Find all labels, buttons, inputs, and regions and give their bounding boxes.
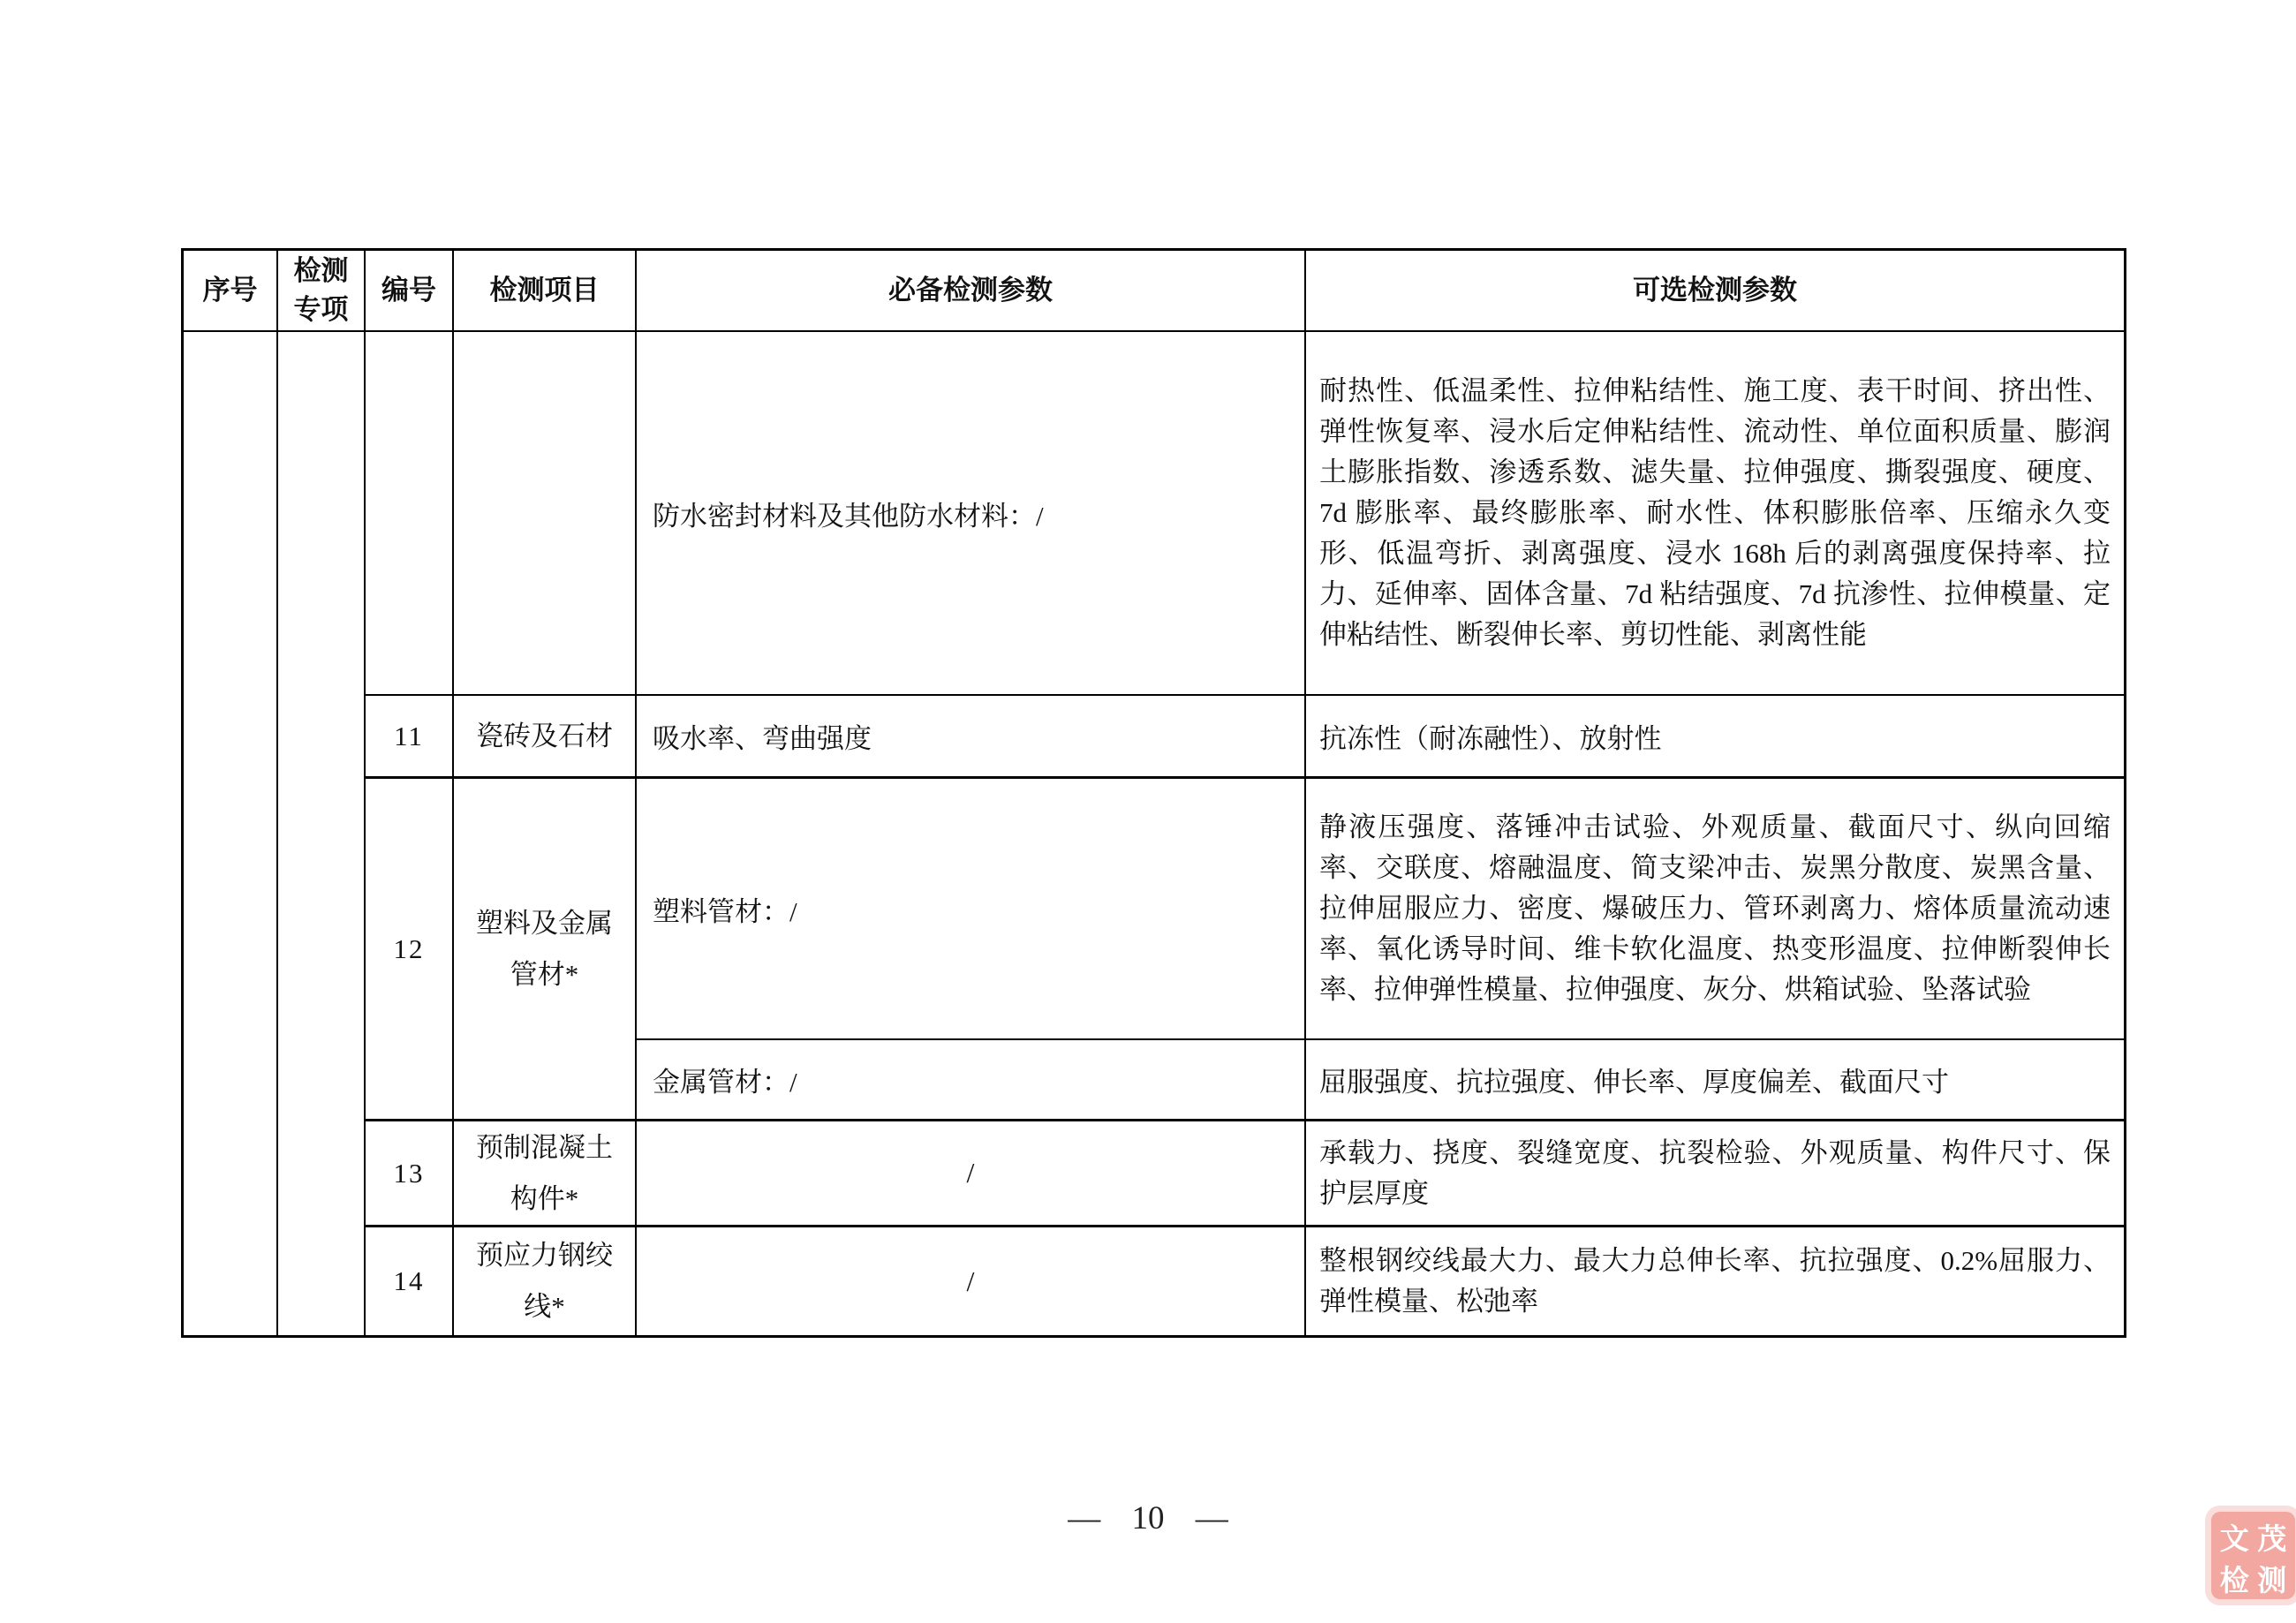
header-label-required-params: 必备检测参数 <box>888 275 1053 306</box>
header-label-optional-params: 可选检测参数 <box>1633 275 1797 306</box>
header-label-serial-no: 序号 <box>202 275 258 306</box>
optional-plastic-pipe-text: 静液压强度、落锤冲击试验、外观质量、截面尺寸、纵向回缩率、交联度、熔融温度、简支梁冲击、炭黑分散度、炭黑含量、拉伸屈服应力、密度、爆破压力、管环剥离力、熔体质量流动速率、氧化诱导时间、维卡软化温度、热变形温度、拉伸断裂伸长率、拉伸弹性模量、拉伸强度、灰分、烘箱试验、坠落试验 <box>1319 812 2111 1005</box>
header-cell-specialty <box>278 251 366 332</box>
page-number-text: — 10 — <box>1068 1500 1228 1536</box>
cell-code-row-14 <box>366 1227 454 1335</box>
body-cell-serial-no-merged <box>184 332 278 1335</box>
item-ceramic-stone: 瓷砖及石材 <box>476 720 613 751</box>
cell-optional-row-13 <box>1306 1121 2124 1227</box>
cell-item-row-11 <box>454 696 637 779</box>
cell-code-row-12 <box>366 779 454 1121</box>
optional-metal-pipe-text: 屈服强度、抗拉强度、伸长率、厚度偏差、截面尺寸 <box>1319 1067 1949 1098</box>
optional-row-14-text: 整根钢绞线最大力、最大力总伸长率、抗拉强度、0.2%屈服力、弹性模量、松弛率 <box>1319 1245 2111 1317</box>
stamp-char-1: 文 <box>2219 1522 2249 1555</box>
optional-row-11-text: 抗冻性（耐冻融性）、放射性 <box>1319 723 1662 754</box>
required-waterproof-text: 防水密封材料及其他防水材料：/ <box>653 500 1044 532</box>
stamp-char-2: 茂 <box>2257 1522 2287 1555</box>
cell-required-row-waterproof <box>637 332 1306 696</box>
cell-optional-row-12-plastic <box>1306 779 2124 1040</box>
item-plastic-metal-pipes: 塑料及金属管材* <box>476 907 613 990</box>
cell-code-row-13 <box>366 1121 454 1227</box>
cell-code-row-11 <box>366 696 454 779</box>
page-number <box>0 1499 2296 1537</box>
cell-code-row-waterproof <box>366 332 454 696</box>
cell-item-row-13 <box>454 1121 637 1227</box>
cell-required-row-12-metal <box>637 1040 1306 1121</box>
cell-optional-row-waterproof <box>1306 332 2124 696</box>
header-label-item: 检测项目 <box>489 275 600 306</box>
required-metal-pipe-text: 金属管材：/ <box>653 1067 797 1098</box>
optional-row-13-text: 承载力、挠度、裂缝宽度、抗裂检验、外观质量、构件尺寸、保护层厚度 <box>1319 1136 2111 1209</box>
code-13: 13 <box>393 1157 425 1189</box>
cell-required-row-14 <box>637 1227 1306 1335</box>
body-cell-specialty-merged <box>278 332 366 1335</box>
required-row-14-slash: / <box>966 1264 975 1297</box>
cell-item-row-12 <box>454 779 637 1121</box>
header-cell-code <box>366 251 454 332</box>
item-precast-concrete: 预制混凝土构件* <box>476 1131 613 1214</box>
company-stamp <box>2211 1512 2295 1599</box>
required-plastic-pipe-text: 塑料管材：/ <box>653 895 797 927</box>
required-row-13-slash: / <box>966 1157 975 1189</box>
cell-item-row-14 <box>454 1227 637 1335</box>
stamp-char-3: 检 <box>2219 1564 2249 1597</box>
cell-required-row-12-plastic <box>637 779 1306 1040</box>
header-label-specialty: 检测专项 <box>293 255 349 325</box>
item-prestressed-strand: 预应力钢绞线* <box>476 1240 613 1322</box>
header-cell-optional-params <box>1306 251 2124 332</box>
header-cell-serial-no <box>184 251 278 332</box>
header-label-code: 编号 <box>381 275 436 306</box>
header-cell-item <box>454 251 637 332</box>
stamp-char-4: 测 <box>2257 1564 2287 1597</box>
cell-optional-row-14 <box>1306 1227 2124 1335</box>
cell-required-row-13 <box>637 1121 1306 1227</box>
optional-waterproof-text: 耐热性、低温柔性、拉伸粘结性、施工度、表干时间、挤出性、弹性恢复率、浸水后定伸粘结性、流动性、单位面积质量、膨润土膨胀指数、渗透系数、滤失量、拉伸强度、撕裂强度、硬度、7d 膨胀率、最终膨胀率、耐水性、体积膨胀倍率、压缩永久变形、低温弯折、剥离强度、浸水 168h 后的剥离强度保持率、拉力、延伸率、固体含量、7d 粘结强度、7d 抗渗性、拉伸模量、定伸粘结性、断裂伸长率、剪切性能、剥离性能 <box>1319 375 2111 650</box>
cell-optional-row-12-metal <box>1306 1040 2124 1121</box>
code-11: 11 <box>394 720 424 751</box>
cell-item-row-waterproof <box>454 332 637 696</box>
cell-required-row-11 <box>637 696 1306 779</box>
cell-optional-row-11 <box>1306 696 2124 779</box>
code-14: 14 <box>393 1265 425 1296</box>
header-cell-required-params <box>637 251 1306 332</box>
code-12: 12 <box>393 932 425 964</box>
required-row-11-text: 吸水率、弯曲强度 <box>653 723 872 754</box>
